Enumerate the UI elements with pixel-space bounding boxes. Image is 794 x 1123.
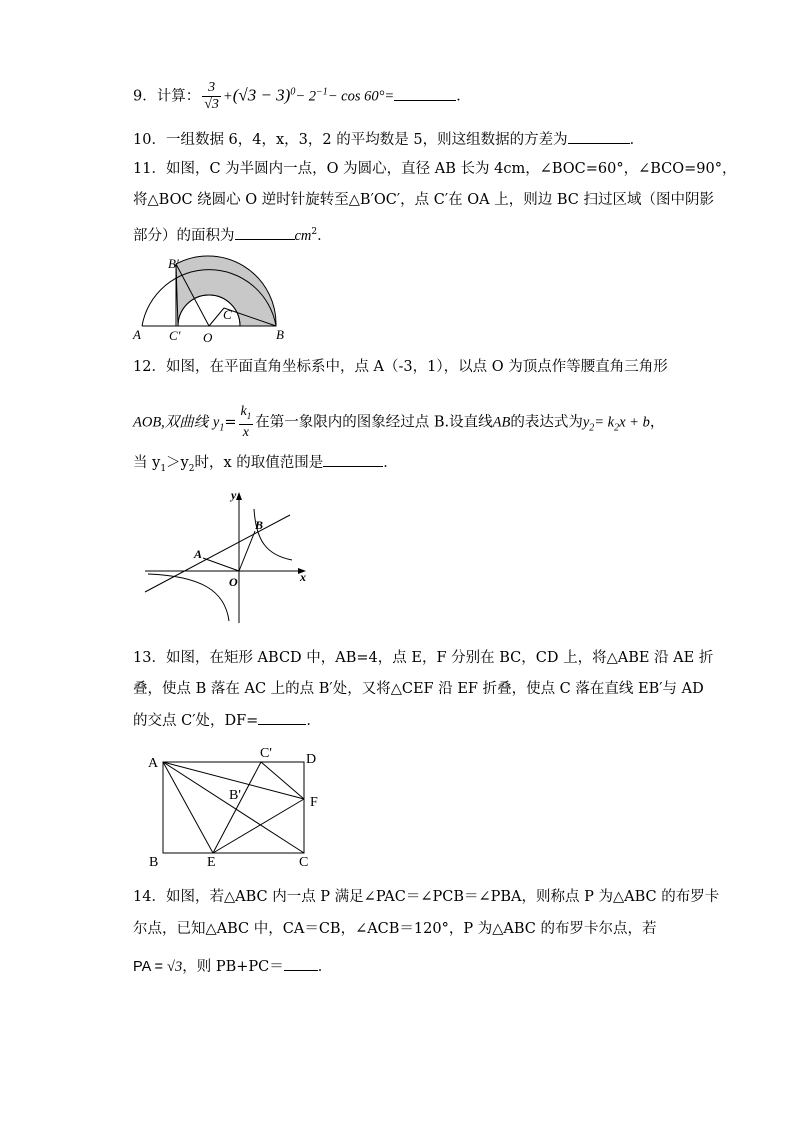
q9-fraction: [202, 80, 221, 113]
q12-rhs: = k: [594, 414, 615, 431]
q12-frac-den: x: [242, 424, 249, 440]
q12-answer-blank[interactable]: [323, 452, 383, 467]
q12-line2-text-c: 的表达式为: [510, 414, 583, 431]
q9-exp-neg1: −1: [316, 86, 328, 98]
q13-line2: 叠，使点 B 落在 AC 上的点 B′处，又将△CEF 沿 EF 折叠，使点 C 落在直线 EB′与 AD: [133, 681, 704, 697]
q10-end: ．: [629, 132, 645, 148]
q13-label-cp: C': [260, 746, 272, 761]
q9-plus: +: [222, 88, 233, 105]
q14-end: ．: [317, 959, 333, 975]
q13-line1: 13．如图，在矩形 ABCD 中，AB=4，点 E，F 分别在 BC，CD 上，将△ABE 沿 AE 折: [133, 650, 714, 666]
q13-line3: [133, 710, 321, 731]
q11-label-bp: B′: [168, 256, 179, 271]
q12-label-o: O: [229, 575, 238, 589]
q9-rest: − 2: [295, 88, 317, 105]
q9-exp0: 0: [290, 86, 296, 98]
q14-line1: 14．如图，若△ABC 内一点 P 满足∠PAC＝∠PCB＝∠PBA，则称点 P 为△ABC 的布罗卡: [133, 889, 720, 905]
q12-rhs-end: x + b: [619, 414, 650, 431]
q13-figure: [140, 743, 325, 873]
q12-hyperbola-q3: [148, 574, 229, 621]
q12-figure: [140, 485, 315, 625]
q13-end: ．: [306, 713, 321, 729]
q13-label-d: D: [306, 752, 317, 767]
q12-label-x: x: [300, 570, 306, 584]
q13-label-bp: B': [229, 788, 241, 803]
q14-pa: PA =: [133, 959, 167, 975]
q13-line3-text: 的交点 C′处，DF=: [133, 713, 259, 729]
q10-text: 10．一组数据 6，4，x，3，2 的平均数是 5，则这组数据的方差为: [133, 132, 568, 148]
q11-line2: 将△BOC 绕圆心 O 逆时针旋转至△B′OC′，点 C′在 OA 上，则边 BC 扫过区域（图中阴影: [133, 192, 714, 208]
q12-label-b: B: [255, 518, 264, 532]
q9-end: ．: [456, 88, 471, 105]
q10-answer-blank[interactable]: [568, 129, 630, 144]
q11-line1: 11．如图，C 为半圆内一点，O 为圆心，直径 AB 长为 4cm，∠BOC=60°，∠BCO=90°，: [133, 161, 737, 177]
q12-k1: k: [240, 404, 247, 419]
q12-rhs-sub: 2: [614, 422, 620, 434]
q9-prefix: 9．计算：: [133, 88, 201, 105]
q13-label-a: A: [148, 756, 159, 771]
q12-line1: 12．如图，在平面直角坐标系中，点 A（-3，1），以点 O 为顶点作等腰直角三角形: [133, 359, 668, 375]
q14-rad: √3: [167, 959, 183, 975]
q11-unit-sup: 2: [311, 227, 318, 237]
q12-line2-text: 在第一象限内的图象经过点 B.设直线: [255, 414, 493, 431]
q12-y1: y: [212, 414, 220, 431]
q12-label-y: y: [231, 488, 237, 502]
q12-line3-s1: 1: [160, 463, 167, 474]
q12-k1-sub: 1: [246, 410, 252, 421]
q11-label-a: A: [133, 327, 141, 342]
q11-label-b: B: [276, 327, 284, 342]
q11-line3: [133, 222, 332, 246]
q9-line: [133, 80, 471, 113]
q12-aob: AOB,双曲线: [133, 414, 209, 431]
q12-line-ab: [145, 515, 290, 592]
q12-line3-s2: 2: [188, 463, 195, 474]
q12-line3-a: 当 y: [133, 455, 161, 471]
q11-label-c: C: [223, 307, 232, 322]
q13-answer-blank[interactable]: [258, 710, 306, 725]
q13-label-e: E: [207, 855, 216, 870]
q9-frac-den: √3: [204, 97, 219, 112]
q9-cos: − cos 60°=: [327, 88, 395, 105]
q11-figure: [130, 250, 300, 345]
q14-line3: [133, 956, 332, 977]
q11-answer-blank[interactable]: [235, 225, 295, 240]
q12-fraction: [239, 404, 254, 441]
q11-label-o: O: [203, 330, 213, 345]
q9-paren: (√3 − 3): [232, 85, 291, 105]
q12-comma: ，: [649, 414, 665, 431]
q14-line2: 尔点，已知△ABC 中，CA＝CB，∠ACB＝120°，P 为△ABC 的布罗卡尔点，若: [133, 921, 657, 937]
q12-y1-sub: 1: [219, 422, 225, 434]
q12-ab: AB: [492, 414, 511, 431]
q11-unit: cm: [294, 227, 312, 244]
q12-line3-b: ＞y: [166, 455, 189, 471]
q12-eq: =: [224, 414, 237, 431]
q13-label-f: F: [310, 795, 318, 810]
q14-line3-text: ，则 PB+PC＝: [182, 959, 284, 975]
q12-line2: [133, 404, 664, 441]
q12-y2: y: [582, 414, 590, 431]
q14-answer-blank[interactable]: [284, 956, 318, 971]
q12-end: ．: [383, 455, 398, 471]
q12-label-a: A: [194, 547, 203, 561]
q9-frac-num: 3: [202, 80, 221, 97]
q12-line3: [133, 452, 398, 479]
q11-line3-text: 部分）的面积为: [133, 227, 235, 244]
q9-answer-blank[interactable]: [394, 86, 456, 101]
q12-line3-c: 时，x 的取值范围是: [194, 455, 324, 471]
q12-y2-sub: 2: [589, 422, 595, 434]
q11-end: ．: [317, 227, 332, 244]
q12-frac-num: [239, 404, 254, 425]
q11-label-cp: C′: [169, 328, 181, 343]
q10-line: [133, 129, 644, 150]
q13-label-c: C: [299, 855, 309, 870]
q13-label-b: B: [149, 855, 159, 870]
